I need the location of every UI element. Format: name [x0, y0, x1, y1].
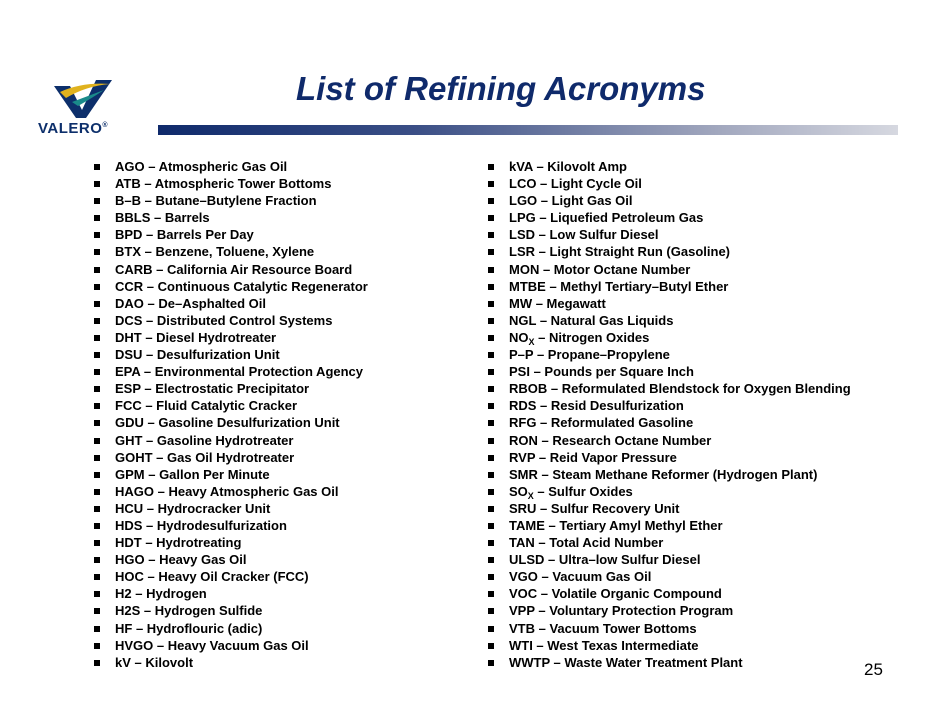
acronym-item: GPM – Gallon Per Minute [94, 466, 368, 483]
acronym-item: HGO – Heavy Gas Oil [94, 551, 368, 568]
acronym-item [488, 449, 851, 466]
acronym-item [488, 175, 851, 192]
acronym-text: RDS – Resid Desulfurization [509, 398, 684, 414]
acronym-text: LSD – Low Sulfur Diesel [509, 227, 659, 243]
acronym-item: H2S – Hydrogen Sulfide [94, 602, 368, 619]
acronym-text: LPG – Liquefied Petroleum Gas [509, 210, 704, 226]
acronym-item: HVGO – Heavy Vacuum Gas Oil [94, 637, 368, 654]
acronym-item [488, 158, 851, 175]
acronym-text: SMR – Steam Methane Reformer (Hydrogen Plant) [509, 466, 818, 482]
acronym-text: WWTP – Waste Water Treatment Plant [509, 654, 743, 670]
acronym-item [488, 414, 851, 431]
acronym-item [488, 312, 851, 329]
acronym-item [488, 620, 851, 637]
acronym-item: ATB – Atmospheric Tower Bottoms [94, 175, 368, 192]
acronym-item: HOC – Heavy Oil Cracker (FCC) [94, 568, 368, 585]
acronym-text: VOC – Volatile Organic Compound [509, 586, 722, 602]
acronym-item [488, 637, 851, 654]
acronym-text: VPP – Voluntary Protection Program [509, 603, 734, 619]
acronym-item: HDT – Hydrotreating [94, 534, 368, 551]
acronym-item [488, 192, 851, 209]
acronym-item: H2 – Hydrogen [94, 585, 368, 602]
acronym-item [488, 209, 851, 226]
acronym-item [488, 380, 851, 397]
acronym-item [488, 534, 851, 551]
acronym-item [488, 568, 851, 585]
acronym-text: RON – Research Octane Number [509, 432, 712, 448]
acronym-text: RFG – Reformulated Gasoline [509, 415, 694, 431]
acronym-item [488, 551, 851, 568]
acronym-item [488, 602, 851, 619]
acronym-item: FCC – Fluid Catalytic Cracker [94, 397, 368, 414]
acronym-item: DAO – De–Asphalted Oil [94, 295, 368, 312]
acronym-text: MON – Motor Octane Number [509, 261, 691, 277]
acronym-text: kVA – Kilovolt Amp [509, 159, 627, 174]
acronym-text: LSR – Light Straight Run (Gasoline) [509, 244, 730, 260]
acronym-list-right [488, 158, 851, 671]
acronym-item: HCU – Hydrocracker Unit [94, 500, 368, 517]
acronym-item [488, 295, 851, 312]
acronym-text: RVP – Reid Vapor Pressure [509, 449, 677, 465]
acronym-text: ULSD – Ultra–low Sulfur Diesel [509, 552, 701, 568]
acronym-item [488, 243, 851, 260]
acronym-item: DCS – Distributed Control Systems [94, 312, 368, 329]
acronym-item: BTX – Benzene, Toluene, Xylene [94, 243, 368, 260]
acronym-text: LCO – Light Cycle Oil [509, 176, 642, 192]
page-number: 25 [864, 660, 883, 679]
acronym-item [488, 278, 851, 295]
acronym-item: kV – Kilovolt [94, 654, 368, 671]
acronym-subscript: X [528, 336, 535, 347]
acronym-item: HAGO – Heavy Atmospheric Gas Oil [94, 483, 368, 500]
acronym-text: RBOB – Reformulated Blendstock for Oxygen Blending [509, 381, 851, 397]
acronym-text: SO [509, 483, 528, 499]
acronym-list-left [94, 158, 368, 671]
acronym-item [488, 261, 851, 278]
acronym-text: VGO – Vacuum Gas Oil [509, 569, 652, 585]
acronym-text: LGO – Light Gas Oil [509, 193, 633, 209]
acronym-item [488, 500, 851, 517]
acronym-item [488, 466, 851, 483]
valero-logo [28, 74, 138, 144]
page-title: List of Refining Acronyms [296, 70, 706, 107]
acronym-item [488, 432, 851, 449]
acronym-text: TAME – Tertiary Amyl Methyl Ether [509, 517, 723, 533]
acronym-text: PSI – Pounds per Square Inch [509, 364, 694, 380]
acronym-item [488, 585, 851, 602]
acronym-item: HDS – Hydrodesulfurization [94, 517, 368, 534]
acronym-text: WTI – West Texas Intermediate [509, 637, 699, 653]
acronym-item: BPD – Barrels Per Day [94, 226, 368, 243]
acronym-text: – Nitrogen Oxides [534, 329, 650, 345]
acronym-text: NO [509, 329, 529, 345]
acronym-item: DSU – Desulfurization Unit [94, 346, 368, 363]
acronym-text: MTBE – Methyl Tertiary–Butyl Ether [509, 278, 729, 294]
acronym-item: HF – Hydroflouric (adic) [94, 620, 368, 637]
acronym-item [488, 517, 851, 534]
acronym-item [488, 363, 851, 380]
acronym-item: GDU – Gasoline Desulfurization Unit [94, 414, 368, 431]
acronym-item [488, 397, 851, 414]
acronym-item: CCR – Continuous Catalytic Regenerator [94, 278, 368, 295]
acronym-item: EPA – Environmental Protection Agency [94, 363, 368, 380]
valero-v-emblem-icon [52, 76, 114, 120]
acronym-text: – Sulfur Oxides [533, 483, 633, 499]
acronym-item [488, 483, 851, 500]
acronym-item [488, 654, 851, 671]
acronym-item [488, 329, 851, 346]
acronym-item: GOHT – Gas Oil Hydrotreater [94, 449, 368, 466]
acronym-text: MW – Megawatt [509, 295, 606, 311]
acronym-item [488, 226, 851, 243]
acronym-item [488, 346, 851, 363]
title-divider [158, 125, 898, 135]
acronym-item: B–B – Butane–Butylene Fraction [94, 192, 368, 209]
acronym-text: SRU – Sulfur Recovery Unit [509, 500, 680, 516]
acronym-item: AGO – Atmospheric Gas Oil [94, 158, 368, 175]
acronym-text: VTB – Vacuum Tower Bottoms [509, 620, 697, 636]
acronym-item: GHT – Gasoline Hydrotreater [94, 432, 368, 449]
acronym-text: TAN – Total Acid Number [509, 535, 664, 551]
logo-wordmark: VALERO® [38, 120, 109, 137]
acronym-item: DHT – Diesel Hydrotreater [94, 329, 368, 346]
acronym-text: NGL – Natural Gas Liquids [509, 312, 674, 328]
acronym-subscript: X [527, 490, 534, 501]
acronym-item: ESP – Electrostatic Precipitator [94, 380, 368, 397]
acronym-item: CARB – California Air Resource Board [94, 261, 368, 278]
acronym-text: P–P – Propane–Propylene [509, 347, 670, 363]
acronym-item: BBLS – Barrels [94, 209, 368, 226]
